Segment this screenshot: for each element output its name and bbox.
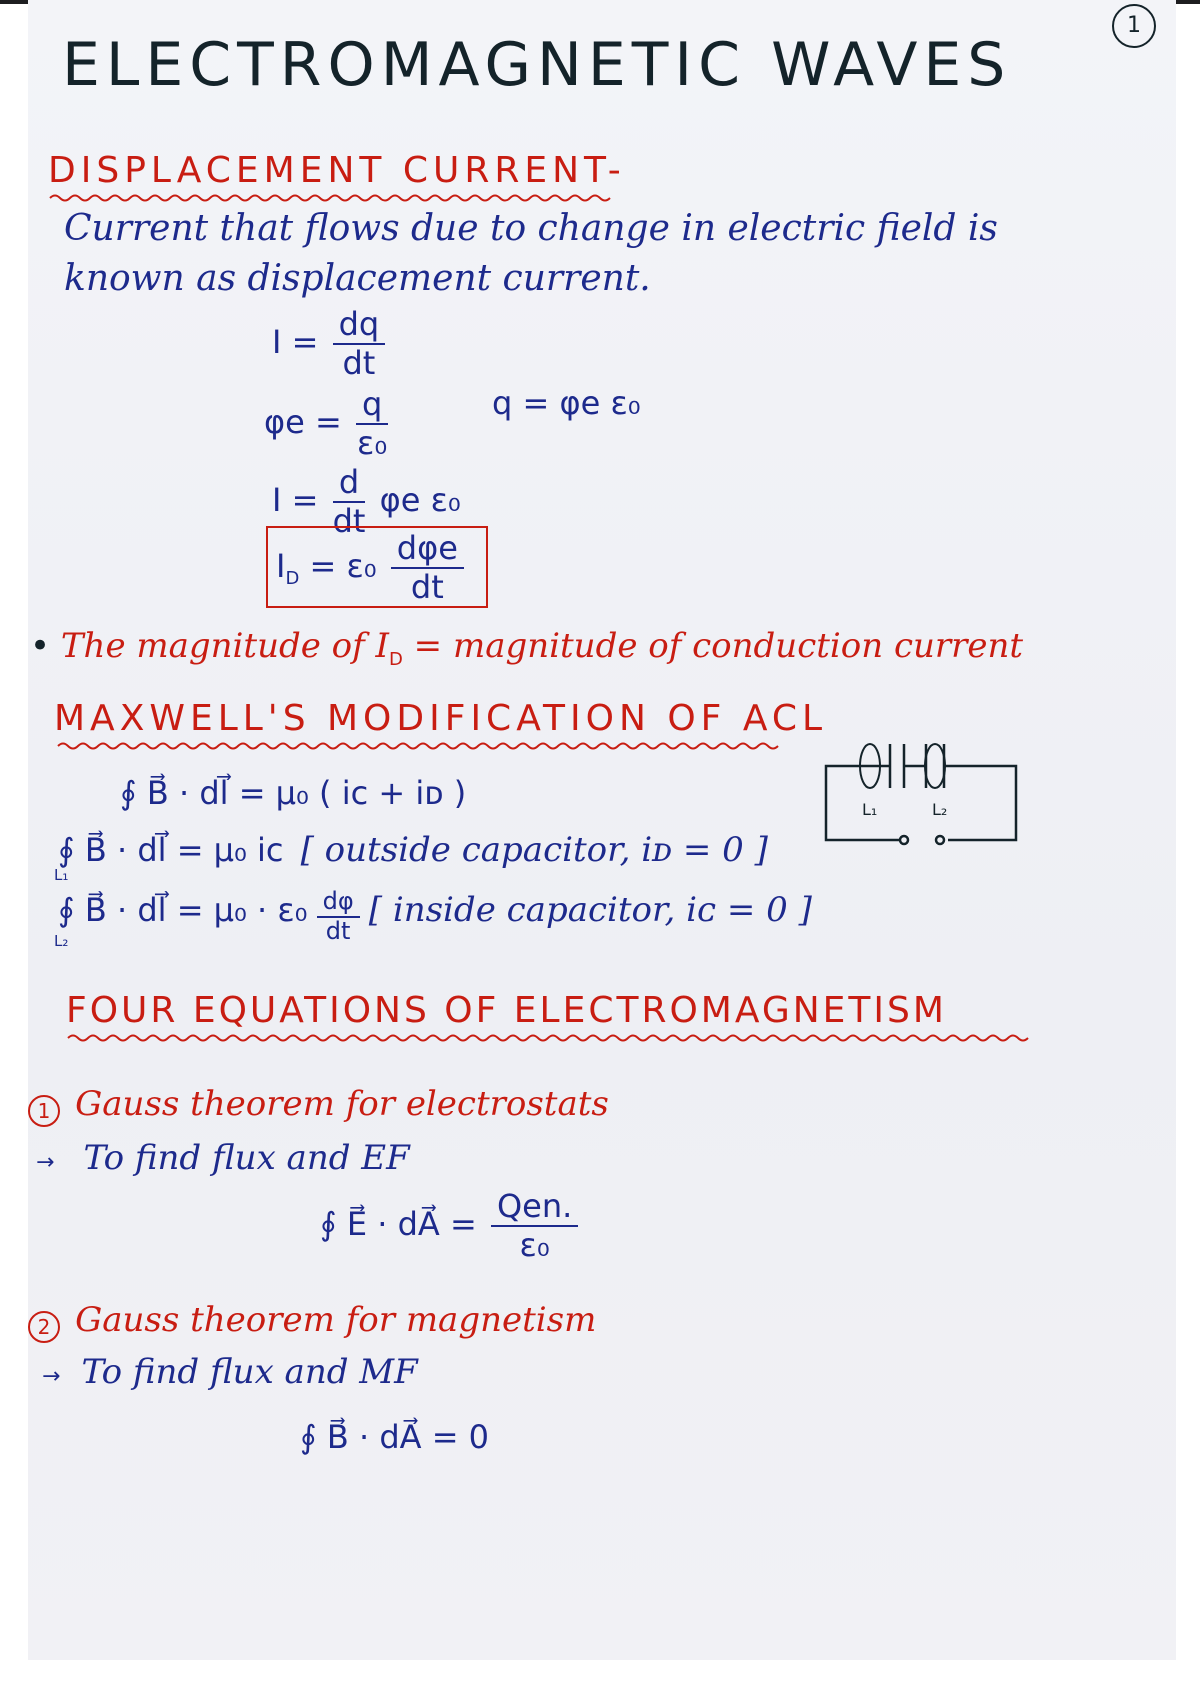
boxed-mid: = ε₀ (309, 546, 377, 585)
boxed-fraction (391, 530, 464, 606)
equation-charge: q = φe ε₀ (492, 384, 641, 422)
eq2-fraction (356, 386, 388, 462)
item-2-number: 2 (28, 1311, 60, 1343)
boxed-subscript: D (285, 568, 300, 590)
equation-inside-capacitor (58, 888, 812, 945)
eq-inside-fraction (317, 888, 360, 945)
eq1-numerator: dq (333, 306, 386, 345)
eq1-fraction (333, 306, 386, 382)
boxed-equation (276, 530, 468, 606)
item-1-eq-denominator: ε₀ (519, 1225, 550, 1264)
eq2-lhs: φe = (264, 402, 342, 441)
capacitor-circuit-diagram (818, 730, 1038, 870)
item-1-eq-lhs: ∮ E⃗ · dA⃗ = (320, 1204, 477, 1243)
page-number: 1 (1127, 13, 1141, 38)
boxed-lhs: I (276, 546, 286, 585)
eq3-numerator: d (333, 464, 365, 503)
diagram-label-l2: L₂ (932, 800, 948, 819)
equation-flux (264, 386, 392, 462)
item-2-purpose (42, 1352, 418, 1392)
four-equations-heading: FOUR EQUATIONS OF ELECTROMAGNETISM (66, 990, 947, 1031)
displacement-current-heading: DISPLACEMENT CURRENT- (48, 150, 626, 191)
item-1-purpose (36, 1138, 410, 1178)
eq2-denominator: ε₀ (357, 423, 388, 462)
item-1-eq-numerator: Qen. (491, 1188, 578, 1227)
item-2-purpose-text: To find flux and MF (81, 1352, 418, 1392)
ampere-maxwell-equation: ∮ B⃗ · dl⃗ = μ₀ ( iᴄ + iᴅ ) (120, 774, 467, 812)
definition-line-1: Current that flows due to change in electric field is (64, 208, 998, 249)
item-2-title: Gauss theorem for magnetism (75, 1300, 597, 1340)
item-2-arrow: → (42, 1364, 61, 1389)
item-1-title: Gauss theorem for electrostats (75, 1084, 609, 1124)
loop-label-l2: L₂ (54, 932, 69, 950)
loop-label-l1: L₁ (54, 866, 69, 884)
maxwell-heading: MAXWELL'S MODIFICATION OF ACL (54, 698, 828, 739)
bullet-text-a: The magnitude of I (60, 626, 389, 666)
bullet-subscript: D (388, 648, 403, 670)
eq-inside-formula: ∮ B⃗ · dl⃗ = μ₀ · ε₀ (58, 891, 308, 930)
boxed-denominator: dt (410, 567, 444, 606)
maxwell-heading-underline (58, 740, 788, 752)
bullet-magnitude (30, 626, 1023, 670)
bullet-text-b: = magnitude of conduction current (402, 626, 1024, 666)
four-equations-underline (68, 1032, 1018, 1044)
eq1-denominator: dt (342, 343, 376, 382)
page-number-badge (1112, 4, 1156, 48)
loop-l2-ellipse (925, 744, 945, 788)
equation-outside-capacitor (58, 830, 768, 870)
eq3-lhs: I = (272, 480, 319, 519)
eq3-denominator: dt (332, 501, 366, 540)
eq-inside-note: [ inside capacitor, iᴄ = 0 ] (368, 890, 812, 931)
item-1-arrow: → (36, 1150, 55, 1175)
displacement-heading-underline (50, 192, 620, 204)
gauss-electrostatics-equation (320, 1188, 582, 1264)
item-2-heading (28, 1300, 596, 1343)
eq-inside-denominator: dt (325, 916, 351, 945)
eq-outside-note: [ outside capacitor, iᴅ = 0 ] (300, 830, 768, 870)
item-1-heading (28, 1084, 609, 1127)
eq-inside-numerator: dφ (317, 888, 360, 918)
definition-line-2: known as displacement current. (64, 258, 651, 299)
notebook-page (28, 0, 1176, 1660)
equation-current (272, 306, 389, 382)
diagram-label-l1: L₁ (862, 800, 878, 819)
page-title: ELECTROMAGNETIC WAVES (62, 30, 1012, 100)
item-1-number: 1 (28, 1095, 60, 1127)
item-1-purpose-text: To find flux and EF (83, 1138, 410, 1178)
item-1-eq-fraction (491, 1188, 578, 1264)
eq-outside-formula: ∮ B⃗ · dl⃗ = μ₀ iᴄ (58, 831, 284, 869)
gauss-magnetism-equation: ∮ B⃗ · dA⃗ = 0 (300, 1418, 490, 1456)
eq1-lhs: I = (272, 322, 319, 361)
eq2-numerator: q (356, 386, 388, 425)
boxed-numerator: dφe (391, 530, 464, 569)
bullet-dot: • (30, 626, 51, 666)
eq3-rhs: φe ε₀ (379, 480, 461, 519)
